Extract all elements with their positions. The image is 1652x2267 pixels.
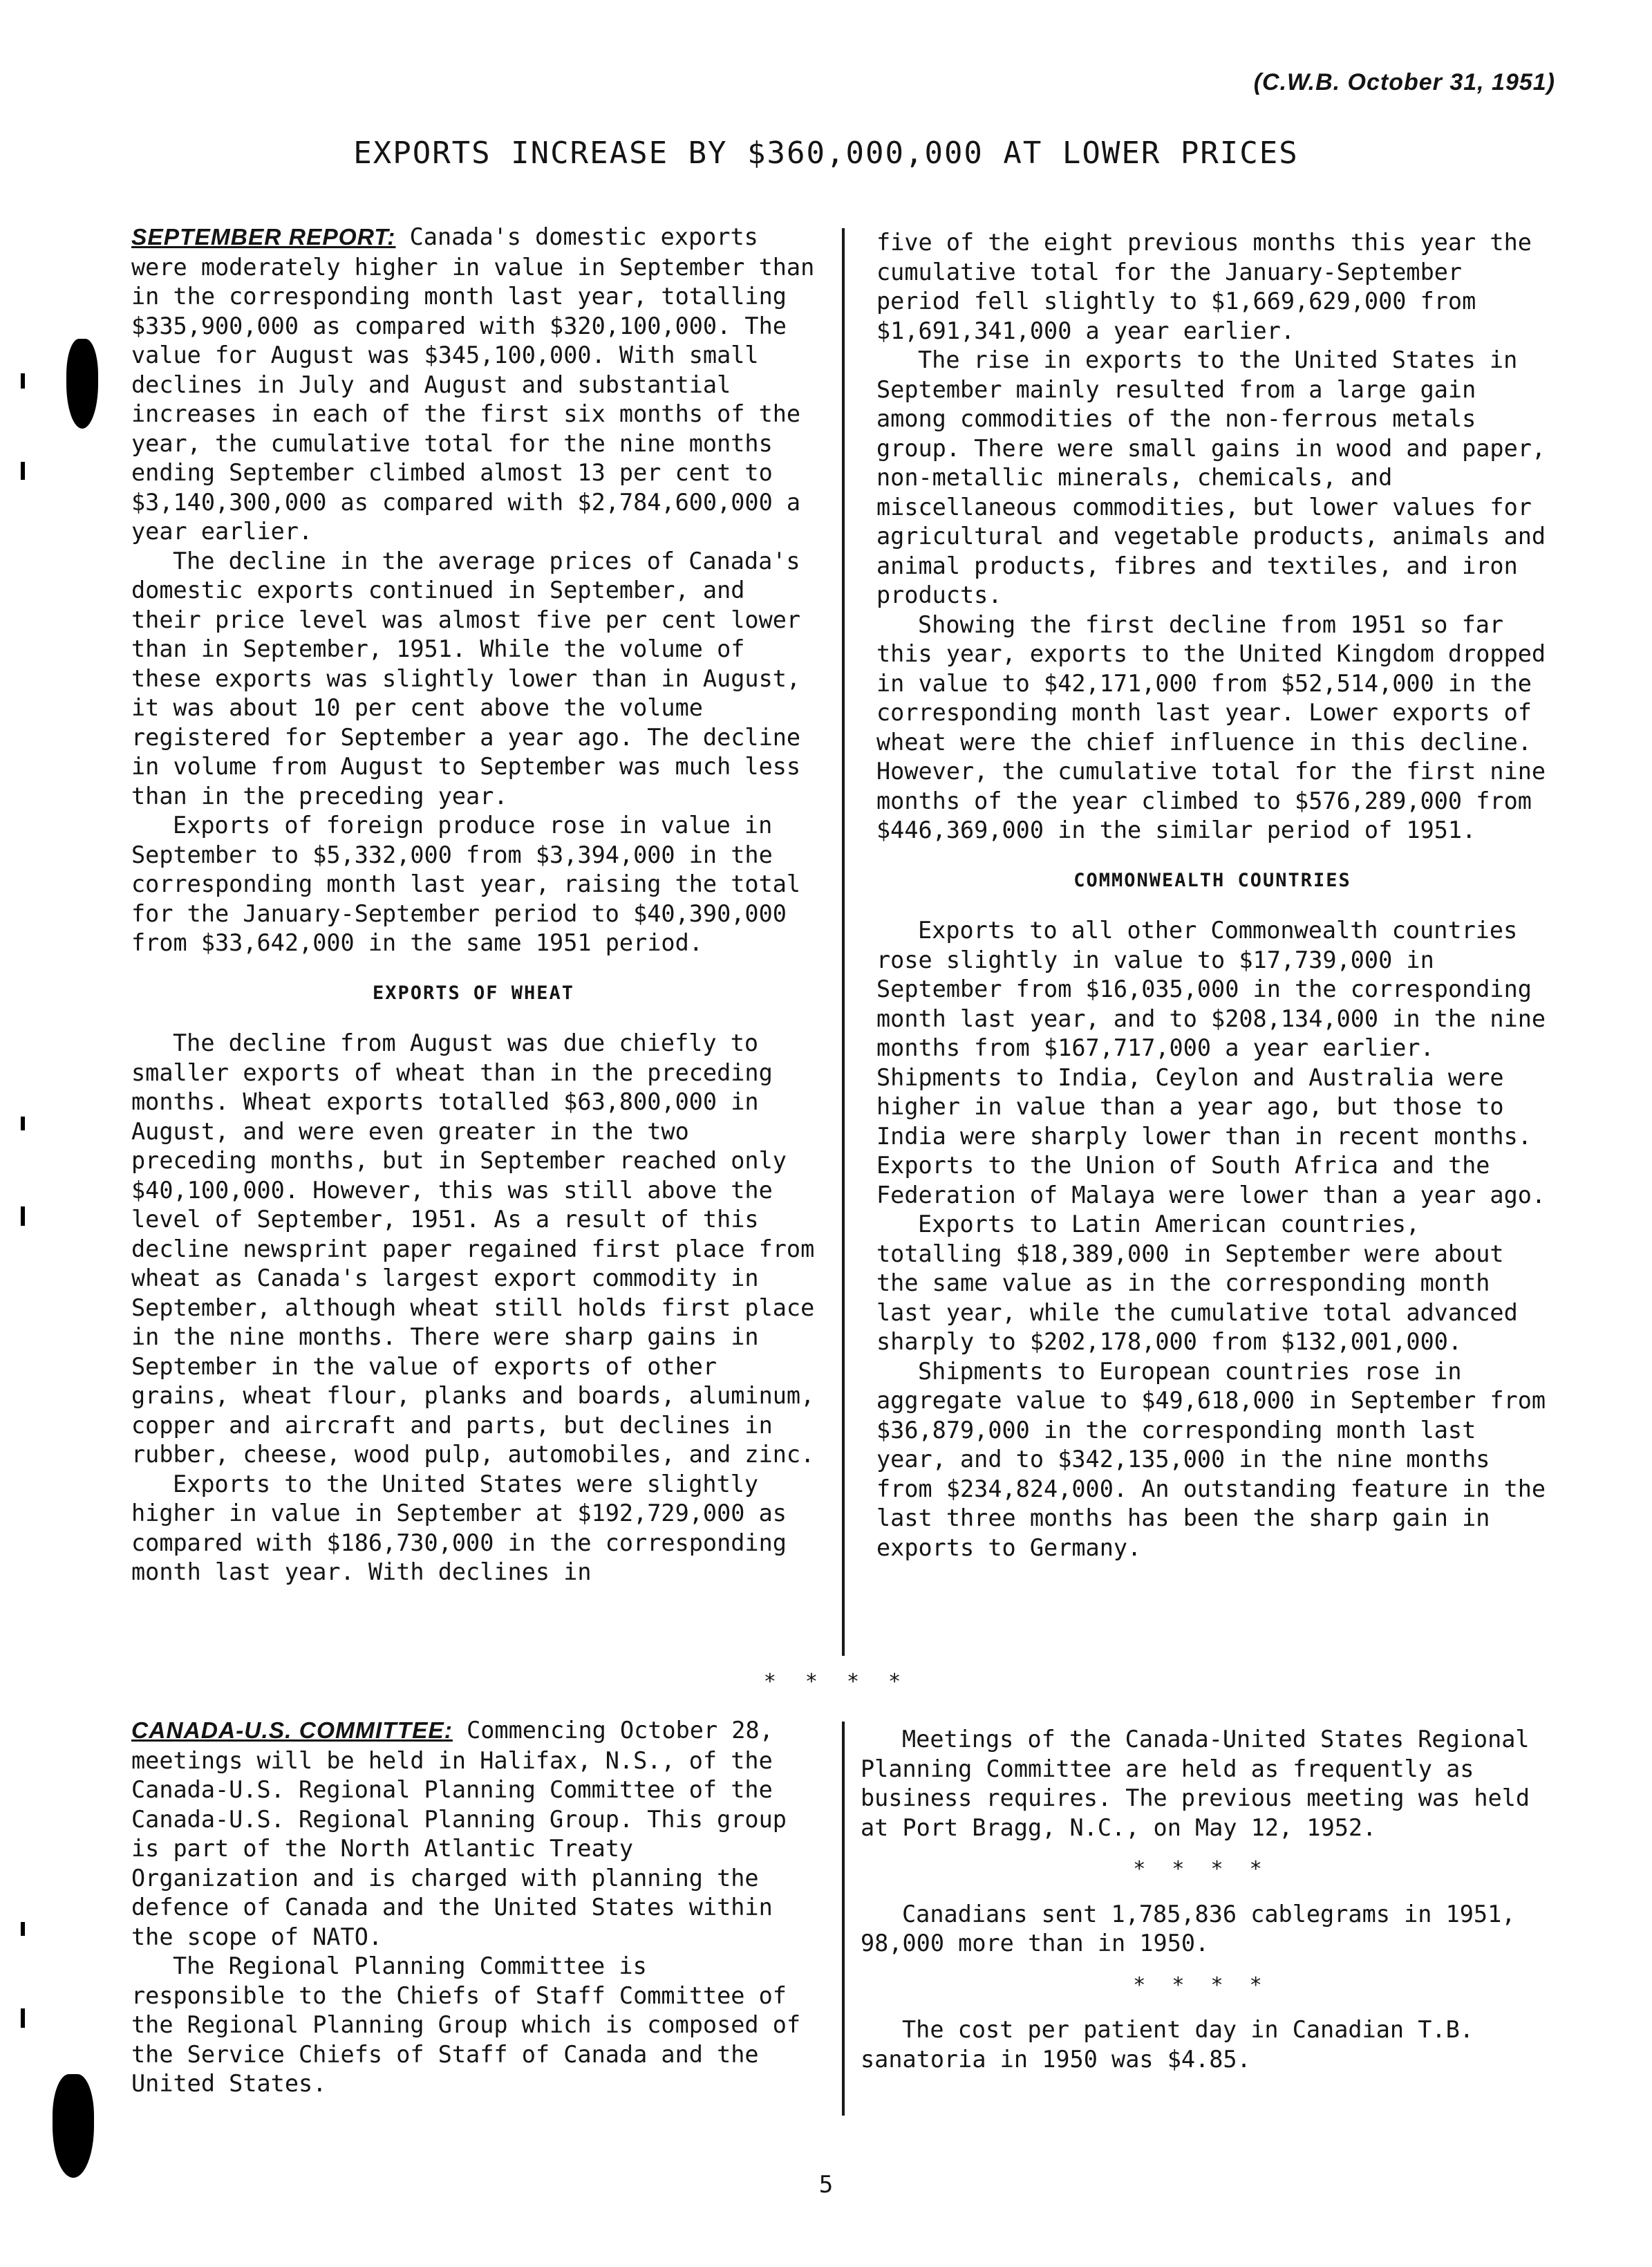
article-paragraph: Exports to Latin American countries, totalling $18,389,000 in September were about the same value as in the corresponding month last year, while the cumulative total advanced sharply to $202,178,000 from $132,001,000. — [876, 1211, 1518, 1355]
paragraph-text: Commencing October 28, meetings will be held in Halifax, N.S., of the Canada-U.S. Regional Planning Committee of the Canada-U.S. Regional Planning Group. This group is part of the North Atlantic Treaty Organization and is charged with planning the defence of Canada and the United States within the scope of NATO. — [131, 1717, 787, 1950]
note-separator: * * * * — [1133, 1972, 1269, 1997]
margin-mark — [21, 1117, 25, 1130]
article-paragraph: five of the eight previous months this year the cumulative total for the January-September period fell slightly to $1,669,629,000 from $1,691,341,000 a year earlier. — [876, 229, 1532, 344]
article-paragraph: Shipments to European countries rose in aggregate value to $49,618,000 in September from $36,879,000 in the corresponding month last year, and to $342,135,000 in the nine months from $234,824,000. An outstanding feature in the last three months has been the sharp gain in exports to Germany. — [876, 1357, 1546, 1561]
article-paragraph: Exports to all other Commonwealth countries rose slightly in value to $17,739,000 in September from $16,035,000 in the corresponding month last year, and to $208,134,000 in the nine months from $167,717,000 a year earlier. Shipments to India, Ceylon and Australia were higher in value than a year ago, but those to India were sharply lower than in recent months. Exports to the Union of South Africa and the Federation of Malaya were lower than a year ago. — [876, 917, 1546, 1209]
article-left-column — [131, 223, 816, 1587]
column-divider — [842, 228, 845, 1656]
column-divider — [842, 1722, 845, 2116]
margin-mark — [21, 1206, 25, 1226]
note-sanatoria: The cost per patient day in Canadian T.B. sanatoria in 1950 was $4.85. — [861, 2016, 1474, 2073]
page-number: 5 — [818, 2171, 834, 2199]
article-paragraph: The decline from August was due chiefly to smaller exports of wheat than in the preceding months. Wheat exports totalled $63,800,000 in August, and were even greater in the two preceding months, but in September reached only $40,100,000. However, this was still above the level of September, 1951. As a result of this decline newsprint paper regained first place from wheat as Canada's largest export commodity in September, although wheat still holds first place in the nine months. There were sharp gains in September in the value of exports of other grains, wheat flour, planks and boards, aluminum, copper and aircraft and parts, but declines in rubber, cheese, wood pulp, automobiles, and zinc. — [131, 1029, 815, 1468]
committee-left-column — [131, 1716, 809, 2099]
section-heading-wheat: EXPORTS OF WHEAT — [372, 982, 575, 1004]
committee-paragraph — [131, 1716, 809, 1952]
page-title: EXPORTS INCREASE BY $360,000,000 AT LOWER PRICES — [353, 136, 1299, 171]
article-paragraph: Showing the first decline from 1951 so far this year, exports to the United Kingdom dropped in value to $42,171,000 from $52,514,000 in the corresponding month last year. Lower exports of wheat were the chief influence in this decline. However, the cumulative total for the first nine months of the year climbed to $576,289,000 from $446,369,000 in the similar period of 1951. — [876, 610, 1546, 843]
article-paragraph: The rise in exports to the United States in September mainly resulted from a large gain among commodities of the non-ferrous metals group. There were small gains in wood and paper, non-metallic minerals, chemicals, and miscellaneous commodities, but lower values for agricultural and vegetable products, animals and animal products, fibres and textiles, and iron products. — [876, 346, 1546, 608]
article-paragraph: Exports to the United States were slightly higher in value in September at $192,729,000 as compared with $186,730,000 in the corresponding month last year. With declines in — [131, 1470, 787, 1585]
article-paragraph: The decline in the average prices of Canada's domestic exports continued in September, and their price level was almost five per cent lower than in September, 1951. While the volume of these exports was slightly lower than in August, it was about 10 per cent above the volume registered for September a year ago. The decline in volume from August to September was much less than in the preceding year. — [131, 547, 801, 810]
binder-hole-mark — [53, 2074, 94, 2178]
section-heading-commonwealth: COMMONWEALTH COUNTRIES — [1073, 869, 1351, 891]
committee-right-column — [861, 1725, 1541, 2074]
paragraph-text: Canada's domestic exports were moderately higher in value in September than in the corresponding month last year, totalling $335,900,000 as compared with $320,100,000. The value for August was $345,100,000. With small declines in July and August and substantial increases in each of the first six months of the year, the cumulative total for the nine months ending September climbed almost 13 per cent to $3,140,300,000 as compared with $2,784,600,000 a year earlier. — [131, 223, 815, 545]
note-separator: * * * * — [1133, 1857, 1269, 1881]
committee-paragraph: The Regional Planning Committee is responsible to the Chiefs of Staff Committee of the Regional Planning Group which is composed of the Service Chiefs of Staff of Canada and the United States. — [131, 1952, 801, 2097]
article-paragraph — [131, 223, 816, 547]
margin-mark — [21, 462, 25, 480]
committee-paragraph: Meetings of the Canada-United States Regional Planning Committee are held as frequently as business requires. The previous meeting was held at Port Bragg, N.C., on May 12, 1952. — [861, 1726, 1530, 1841]
margin-mark — [21, 1922, 25, 1936]
margin-mark — [21, 2008, 25, 2028]
article-right-column — [876, 228, 1548, 1562]
bulletin-reference: (C.W.B. October 31, 1951) — [1253, 69, 1555, 95]
lead-label-committee: CANADA-U.S. COMMITTEE: — [131, 1718, 453, 1744]
margin-mark — [21, 373, 25, 389]
note-cablegrams: Canadians sent 1,785,836 cablegrams in 1951, 98,000 more than in 1950. — [861, 1900, 1516, 1957]
section-separator: * * * * — [763, 1670, 910, 1694]
binder-hole-mark — [66, 339, 98, 429]
lead-label-september-report: SEPTEMBER REPORT: — [131, 225, 396, 250]
article-paragraph: Exports of foreign produce rose in value in September to $5,332,000 from $3,394,000 in the corresponding month last year, raising the total for the January-September period to $40,390,000 from $33,642,000 in the same 1951 period. — [131, 812, 801, 956]
